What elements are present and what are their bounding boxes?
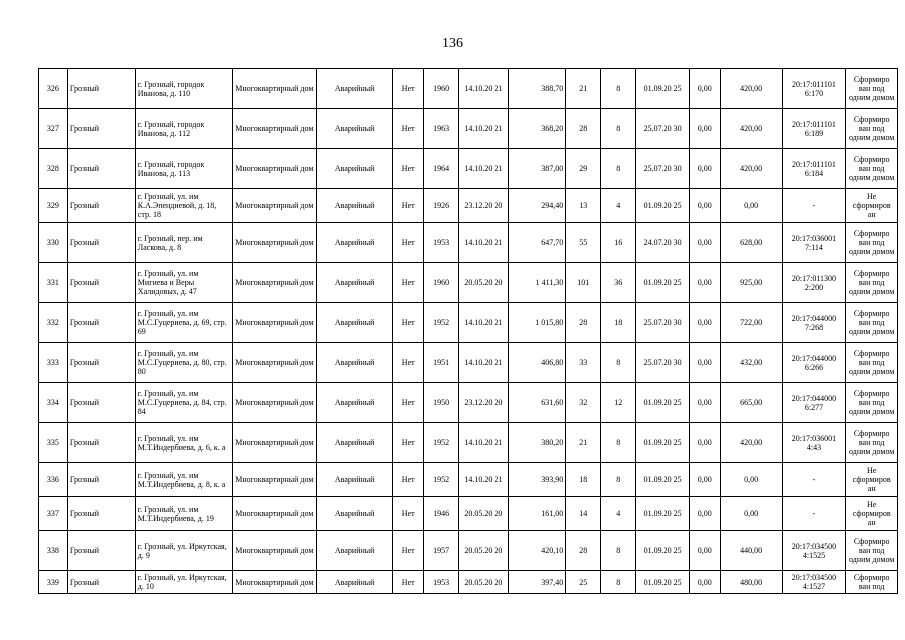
condition-cell: Аварийный xyxy=(317,383,393,423)
address-cell: г. Грозный, ул. им М.С.Гуцериева, д. 69, стр. 69 xyxy=(135,303,232,343)
cadastral-number-cell: 20:17:011101 6:170 xyxy=(782,69,846,109)
land-status-cell: Сформиро ван под xyxy=(846,571,898,594)
residents-cell: 32 xyxy=(566,383,601,423)
value1-cell: 0,00 xyxy=(689,263,720,303)
cadastral-number-cell: 20:17:011300 2:200 xyxy=(782,263,846,303)
residents-cell: 25 xyxy=(566,571,601,594)
address-cell: г. Грозный, городок Иванова, д. 110 xyxy=(135,69,232,109)
address-cell: г. Грозный, ул. им М.С.Гуцериева, д. 84, стр. 84 xyxy=(135,383,232,423)
resettlement-date-cell: 01.09.20 25 xyxy=(636,463,690,497)
value1-cell: 0,00 xyxy=(689,571,720,594)
flag-cell: Нет xyxy=(393,223,424,263)
cadastral-number-cell: 20:17:044000 6:266 xyxy=(782,343,846,383)
area-cell: 161,00 xyxy=(508,497,566,531)
cadastral-number-cell: - xyxy=(782,463,846,497)
value2-cell: 480,00 xyxy=(720,571,782,594)
cadastral-number-cell: 20:17:044000 6:277 xyxy=(782,383,846,423)
row-number: 328 xyxy=(39,149,68,189)
address-cell: г. Грозный, ул. им К.А.Эпендиевой, д. 18, стр. 18 xyxy=(135,189,232,223)
year-cell: 1964 xyxy=(424,149,459,189)
address-cell: г. Грозный, ул. Иркутская, д. 9 xyxy=(135,531,232,571)
row-number: 333 xyxy=(39,343,68,383)
row-number: 334 xyxy=(39,383,68,423)
apartments-cell: 8 xyxy=(601,343,636,383)
apartments-cell: 8 xyxy=(601,571,636,594)
apartments-cell: 8 xyxy=(601,531,636,571)
table-row xyxy=(39,463,898,497)
flag-cell: Нет xyxy=(393,383,424,423)
recognition-date-cell: 14.10.20 21 xyxy=(459,223,508,263)
year-cell: 1953 xyxy=(424,223,459,263)
land-status-cell: Сформиро ван под одним домом xyxy=(846,223,898,263)
land-status-cell: Сформиро ван под одним домом xyxy=(846,343,898,383)
residents-cell: 101 xyxy=(566,263,601,303)
value2-cell: 440,00 xyxy=(720,531,782,571)
building-type-cell: Многоквартирный дом xyxy=(232,69,316,109)
address-cell: г. Грозный, городок Иванова, д. 113 xyxy=(135,149,232,189)
apartments-cell: 8 xyxy=(601,109,636,149)
recognition-date-cell: 20.05.20 20 xyxy=(459,263,508,303)
building-type-cell: Многоквартирный дом xyxy=(232,571,316,594)
value1-cell: 0,00 xyxy=(689,109,720,149)
residents-cell: 21 xyxy=(566,423,601,463)
resettlement-date-cell: 25.07.20 30 xyxy=(636,109,690,149)
value1-cell: 0,00 xyxy=(689,497,720,531)
city-cell: Грозный xyxy=(67,343,135,383)
condition-cell: Аварийный xyxy=(317,571,393,594)
address-cell: г. Грозный, ул. им М.Т.Индербиева, д. 8, к. а xyxy=(135,463,232,497)
value1-cell: 0,00 xyxy=(689,69,720,109)
city-cell: Грозный xyxy=(67,571,135,594)
residents-cell: 28 xyxy=(566,109,601,149)
value1-cell: 0,00 xyxy=(689,223,720,263)
row-number: 326 xyxy=(39,69,68,109)
condition-cell: Аварийный xyxy=(317,497,393,531)
recognition-date-cell: 14.10.20 21 xyxy=(459,69,508,109)
table-row xyxy=(39,383,898,423)
flag-cell: Нет xyxy=(393,189,424,223)
value1-cell: 0,00 xyxy=(689,303,720,343)
recognition-date-cell: 14.10.20 21 xyxy=(459,463,508,497)
area-cell: 1 411,30 xyxy=(508,263,566,303)
land-status-cell: Не сформиров ан xyxy=(846,189,898,223)
land-status-cell: Сформиро ван под одним домом xyxy=(846,109,898,149)
condition-cell: Аварийный xyxy=(317,109,393,149)
row-number: 330 xyxy=(39,223,68,263)
value2-cell: 0,00 xyxy=(720,189,782,223)
row-number: 327 xyxy=(39,109,68,149)
building-type-cell: Многоквартирный дом xyxy=(232,109,316,149)
building-type-cell: Многоквартирный дом xyxy=(232,343,316,383)
address-cell: г. Грозный, городок Иванова, д. 112 xyxy=(135,109,232,149)
city-cell: Грозный xyxy=(67,463,135,497)
condition-cell: Аварийный xyxy=(317,343,393,383)
recognition-date-cell: 14.10.20 21 xyxy=(459,109,508,149)
residents-cell: 18 xyxy=(566,463,601,497)
flag-cell: Нет xyxy=(393,497,424,531)
year-cell: 1963 xyxy=(424,109,459,149)
table-row xyxy=(39,497,898,531)
area-cell: 368,20 xyxy=(508,109,566,149)
condition-cell: Аварийный xyxy=(317,149,393,189)
apartments-cell: 4 xyxy=(601,189,636,223)
apartments-cell: 16 xyxy=(601,223,636,263)
residents-cell: 13 xyxy=(566,189,601,223)
residents-cell: 21 xyxy=(566,69,601,109)
building-type-cell: Многоквартирный дом xyxy=(232,463,316,497)
resettlement-date-cell: 24.07.20 30 xyxy=(636,223,690,263)
land-status-cell: Сформиро ван под одним домом xyxy=(846,423,898,463)
flag-cell: Нет xyxy=(393,531,424,571)
value1-cell: 0,00 xyxy=(689,189,720,223)
value2-cell: 420,00 xyxy=(720,149,782,189)
city-cell: Грозный xyxy=(67,149,135,189)
city-cell: Грозный xyxy=(67,69,135,109)
table-row xyxy=(39,423,898,463)
apartments-cell: 8 xyxy=(601,149,636,189)
land-status-cell: Сформиро ван под одним домом xyxy=(846,383,898,423)
condition-cell: Аварийный xyxy=(317,463,393,497)
row-number: 332 xyxy=(39,303,68,343)
table-row xyxy=(39,69,898,109)
value2-cell: 722,00 xyxy=(720,303,782,343)
flag-cell: Нет xyxy=(393,463,424,497)
residents-cell: 14 xyxy=(566,497,601,531)
flag-cell: Нет xyxy=(393,423,424,463)
residents-cell: 29 xyxy=(566,149,601,189)
apartments-cell: 8 xyxy=(601,463,636,497)
recognition-date-cell: 23.12.20 20 xyxy=(459,189,508,223)
condition-cell: Аварийный xyxy=(317,69,393,109)
cadastral-number-cell: - xyxy=(782,189,846,223)
flag-cell: Нет xyxy=(393,109,424,149)
resettlement-date-cell: 01.09.20 25 xyxy=(636,571,690,594)
flag-cell: Нет xyxy=(393,303,424,343)
building-type-cell: Многоквартирный дом xyxy=(232,263,316,303)
value1-cell: 0,00 xyxy=(689,531,720,571)
value2-cell: 420,00 xyxy=(720,109,782,149)
recognition-date-cell: 20.05.20 20 xyxy=(459,571,508,594)
flag-cell: Нет xyxy=(393,571,424,594)
condition-cell: Аварийный xyxy=(317,263,393,303)
recognition-date-cell: 14.10.20 21 xyxy=(459,149,508,189)
resettlement-date-cell: 01.09.20 25 xyxy=(636,531,690,571)
table-row xyxy=(39,189,898,223)
cadastral-number-cell: - xyxy=(782,497,846,531)
building-type-cell: Многоквартирный дом xyxy=(232,303,316,343)
resettlement-date-cell: 01.09.20 25 xyxy=(636,497,690,531)
value2-cell: 0,00 xyxy=(720,463,782,497)
land-status-cell: Не сформиров ан xyxy=(846,463,898,497)
resettlement-date-cell: 25.07.20 30 xyxy=(636,149,690,189)
registry-body xyxy=(39,69,898,594)
row-number: 336 xyxy=(39,463,68,497)
area-cell: 388,70 xyxy=(508,69,566,109)
resettlement-date-cell: 01.09.20 25 xyxy=(636,263,690,303)
area-cell: 631,60 xyxy=(508,383,566,423)
city-cell: Грозный xyxy=(67,109,135,149)
recognition-date-cell: 20.05.20 20 xyxy=(459,497,508,531)
flag-cell: Нет xyxy=(393,343,424,383)
building-type-cell: Многоквартирный дом xyxy=(232,383,316,423)
cadastral-number-cell: 20:17:011101 6:189 xyxy=(782,109,846,149)
resettlement-date-cell: 25.07.20 30 xyxy=(636,303,690,343)
apartments-cell: 8 xyxy=(601,423,636,463)
year-cell: 1953 xyxy=(424,571,459,594)
resettlement-date-cell: 01.09.20 25 xyxy=(636,69,690,109)
year-cell: 1952 xyxy=(424,423,459,463)
value1-cell: 0,00 xyxy=(689,149,720,189)
table-row xyxy=(39,303,898,343)
land-status-cell: Сформиро ван под одним домом xyxy=(846,263,898,303)
area-cell: 406,80 xyxy=(508,343,566,383)
cadastral-number-cell: 20:17:011101 6:184 xyxy=(782,149,846,189)
building-type-cell: Многоквартирный дом xyxy=(232,223,316,263)
land-status-cell: Сформиро ван под одним домом xyxy=(846,149,898,189)
year-cell: 1957 xyxy=(424,531,459,571)
cadastral-number-cell: 20:17:044000 7:268 xyxy=(782,303,846,343)
residents-cell: 33 xyxy=(566,343,601,383)
city-cell: Грозный xyxy=(67,189,135,223)
table-row xyxy=(39,109,898,149)
table-row xyxy=(39,223,898,263)
row-number: 335 xyxy=(39,423,68,463)
table-row xyxy=(39,343,898,383)
building-type-cell: Многоквартирный дом xyxy=(232,423,316,463)
building-type-cell: Многоквартирный дом xyxy=(232,149,316,189)
registry-table xyxy=(38,68,898,594)
year-cell: 1951 xyxy=(424,343,459,383)
year-cell: 1926 xyxy=(424,189,459,223)
area-cell: 393,90 xyxy=(508,463,566,497)
row-number: 338 xyxy=(39,531,68,571)
city-cell: Грозный xyxy=(67,497,135,531)
cadastral-number-cell: 20:17:034500 4:1527 xyxy=(782,571,846,594)
row-number: 331 xyxy=(39,263,68,303)
year-cell: 1950 xyxy=(424,383,459,423)
address-cell: г. Грозный, пер. им Ласкова, д. 8 xyxy=(135,223,232,263)
land-status-cell: Сформиро ван под одним домом xyxy=(846,69,898,109)
table-row xyxy=(39,531,898,571)
resettlement-date-cell: 01.09.20 25 xyxy=(636,383,690,423)
area-cell: 380,20 xyxy=(508,423,566,463)
cadastral-number-cell: 20:17:036001 4:43 xyxy=(782,423,846,463)
page-number: 136 xyxy=(442,36,463,51)
value2-cell: 665,00 xyxy=(720,383,782,423)
area-cell: 387,00 xyxy=(508,149,566,189)
value2-cell: 432,00 xyxy=(720,343,782,383)
area-cell: 420,10 xyxy=(508,531,566,571)
condition-cell: Аварийный xyxy=(317,531,393,571)
table-row xyxy=(39,149,898,189)
value1-cell: 0,00 xyxy=(689,423,720,463)
value1-cell: 0,00 xyxy=(689,463,720,497)
apartments-cell: 18 xyxy=(601,303,636,343)
recognition-date-cell: 14.10.20 21 xyxy=(459,423,508,463)
value1-cell: 0,00 xyxy=(689,383,720,423)
resettlement-date-cell: 01.09.20 25 xyxy=(636,189,690,223)
condition-cell: Аварийный xyxy=(317,303,393,343)
recognition-date-cell: 23.12.20 20 xyxy=(459,383,508,423)
table-row xyxy=(39,571,898,594)
address-cell: г. Грозный, ул. им Мигиева и Веры Халидовых, д. 47 xyxy=(135,263,232,303)
value2-cell: 925,00 xyxy=(720,263,782,303)
year-cell: 1952 xyxy=(424,303,459,343)
apartments-cell: 8 xyxy=(601,69,636,109)
resettlement-date-cell: 01.09.20 25 xyxy=(636,423,690,463)
residents-cell: 28 xyxy=(566,531,601,571)
city-cell: Грозный xyxy=(67,223,135,263)
residents-cell: 55 xyxy=(566,223,601,263)
building-type-cell: Многоквартирный дом xyxy=(232,189,316,223)
year-cell: 1960 xyxy=(424,263,459,303)
year-cell: 1946 xyxy=(424,497,459,531)
address-cell: г. Грозный, ул. им М.Т.Индербиева, д. 19 xyxy=(135,497,232,531)
recognition-date-cell: 14.10.20 21 xyxy=(459,343,508,383)
flag-cell: Нет xyxy=(393,69,424,109)
table-row xyxy=(39,263,898,303)
flag-cell: Нет xyxy=(393,263,424,303)
land-status-cell: Сформиро ван под одним домом xyxy=(846,303,898,343)
land-status-cell: Не сформиров ан xyxy=(846,497,898,531)
value1-cell: 0,00 xyxy=(689,343,720,383)
building-type-cell: Многоквартирный дом xyxy=(232,531,316,571)
value2-cell: 420,00 xyxy=(720,423,782,463)
land-status-cell: Сформиро ван под одним домом xyxy=(846,531,898,571)
row-number: 339 xyxy=(39,571,68,594)
area-cell: 294,40 xyxy=(508,189,566,223)
value2-cell: 0,00 xyxy=(720,497,782,531)
value2-cell: 628,00 xyxy=(720,223,782,263)
area-cell: 647,70 xyxy=(508,223,566,263)
apartments-cell: 36 xyxy=(601,263,636,303)
year-cell: 1952 xyxy=(424,463,459,497)
area-cell: 397,40 xyxy=(508,571,566,594)
resettlement-date-cell: 25.07.20 30 xyxy=(636,343,690,383)
apartments-cell: 12 xyxy=(601,383,636,423)
condition-cell: Аварийный xyxy=(317,189,393,223)
value2-cell: 420,00 xyxy=(720,69,782,109)
condition-cell: Аварийный xyxy=(317,223,393,263)
year-cell: 1960 xyxy=(424,69,459,109)
cadastral-number-cell: 20:17:036001 7:114 xyxy=(782,223,846,263)
area-cell: 1 015,80 xyxy=(508,303,566,343)
address-cell: г. Грозный, ул. им М.Т.Индербиева, д. 6, к. а xyxy=(135,423,232,463)
city-cell: Грозный xyxy=(67,383,135,423)
flag-cell: Нет xyxy=(393,149,424,189)
row-number: 337 xyxy=(39,497,68,531)
apartments-cell: 4 xyxy=(601,497,636,531)
recognition-date-cell: 14.10.20 21 xyxy=(459,303,508,343)
row-number: 329 xyxy=(39,189,68,223)
address-cell: г. Грозный, ул. Иркутская, д. 10 xyxy=(135,571,232,594)
condition-cell: Аварийный xyxy=(317,423,393,463)
city-cell: Грозный xyxy=(67,263,135,303)
city-cell: Грозный xyxy=(67,303,135,343)
city-cell: Грозный xyxy=(67,423,135,463)
building-type-cell: Многоквартирный дом xyxy=(232,497,316,531)
residents-cell: 28 xyxy=(566,303,601,343)
recognition-date-cell: 20.05.20 20 xyxy=(459,531,508,571)
address-cell: г. Грозный, ул. им М.С.Гуцериева, д. 80, стр. 80 xyxy=(135,343,232,383)
cadastral-number-cell: 20:17:034500 4:1525 xyxy=(782,531,846,571)
city-cell: Грозный xyxy=(67,531,135,571)
